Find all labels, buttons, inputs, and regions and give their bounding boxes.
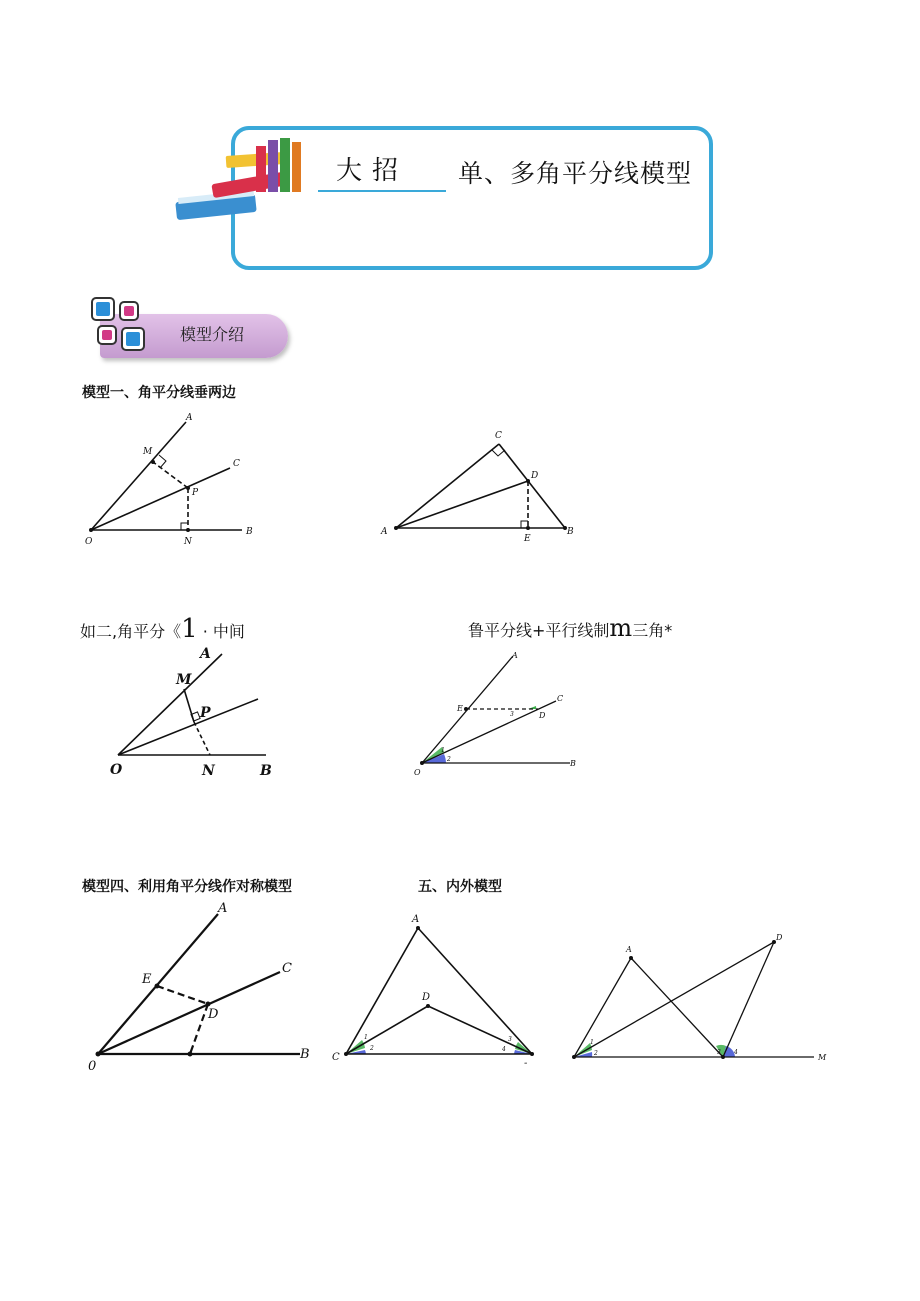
label-d: D [208,1007,219,1022]
label-o: O [85,537,93,547]
label-e: E [524,534,531,544]
label-b: - [524,1058,528,1068]
model4-figure [84,898,324,1078]
label-d: D [539,711,546,720]
angle-2-label: 2 [594,1050,598,1057]
label-p: P [192,488,199,498]
segment-a-left [574,958,631,1057]
label-a: A [218,901,228,916]
angle-1-label: 1 [364,1034,368,1041]
segment-a-mid [631,958,723,1057]
segment-db [428,1006,532,1054]
label-d: D [422,992,431,1003]
ray-oc [91,468,230,530]
side-ac [346,928,418,1054]
model1-figure1 [80,410,280,550]
side-cb [499,444,565,528]
model2-heading-a: 如二,角平分《 [80,622,182,641]
angle-3-label: 3 [508,1036,512,1043]
label-e: E [457,704,463,713]
label-b: B [570,759,576,768]
label-a: A [381,527,388,537]
angle-2-label: 2 [447,756,451,763]
model1-heading: 模型一、角平分线垂两边 [82,385,236,401]
label-o: 0 [88,1059,97,1074]
model3-heading-big: m [609,614,633,642]
label-m: M [143,447,153,457]
segment-ad [396,481,528,528]
model1-figure2 [375,424,590,546]
books-icon [168,136,318,231]
model5-heading: 五、内外模型 [418,879,502,895]
segment-pn [194,722,210,755]
banner-title: 单、多角平分线模型 [458,159,693,188]
label-c: C [495,431,502,441]
model2-heading-b: · 中间 [202,622,245,641]
segment-to-d [574,942,774,1057]
angle-3-label: 3 [510,711,514,718]
label-b: B [260,763,272,779]
model5-figure1 [330,908,550,1068]
segment-mid-d [723,942,774,1057]
label-a: A [186,413,193,423]
model3-figure [410,644,590,784]
label-e: E [142,972,152,987]
side-ab [418,928,532,1054]
label-m: M [176,672,192,688]
label-n: N [184,537,192,547]
model3-heading-b: 三角* [632,621,673,640]
model5-figure2 [566,928,836,1068]
model2-heading-big: 1 [181,614,198,644]
ray-oc [98,972,280,1054]
label-b: B [300,1047,310,1062]
label-m: M [818,1053,827,1062]
label-d: D [776,933,783,942]
label-o: O [110,762,123,778]
angle-4-label: 4 [502,1046,506,1053]
label-a: A [512,651,518,660]
squares-icon [88,294,152,358]
angle-4-label: 4 [734,1049,738,1056]
label-c: C [332,1052,340,1063]
side-ac [396,444,499,528]
angle-3-label: 3 [717,1049,721,1056]
label-c: C [233,459,240,469]
label-a: A [626,945,632,954]
label-b: B [567,527,574,537]
angle-1-label: 1 [590,1039,594,1046]
label-a: A [200,646,211,662]
label-p: P [200,705,211,721]
model3-heading [468,614,672,642]
perp-pm [153,462,188,488]
ray-op [118,699,258,755]
label-c: C [282,961,292,976]
label-b: B [246,527,253,537]
label-n: N [202,763,215,779]
label-a: A [412,914,420,925]
banner-prefix: 大招 [336,156,409,186]
model2-figure [106,642,286,782]
label-d: D [531,471,539,481]
model3-heading-a: 鲁平分线+平行线制 [468,621,610,640]
model4-heading: 模型四、利用角平分线作对称模型 [82,879,292,895]
banner-rule [318,190,446,192]
angle-2-label: 2 [370,1045,374,1052]
model2-heading [80,614,245,644]
book-stack-illustration [175,138,301,220]
segment-cd [346,1006,428,1054]
label-c: C [557,694,564,703]
angle-1-label: 1 [441,747,445,754]
label-o: O [414,768,421,777]
section-label: 模型介绍 [180,325,245,344]
segment-ed [157,986,208,1004]
